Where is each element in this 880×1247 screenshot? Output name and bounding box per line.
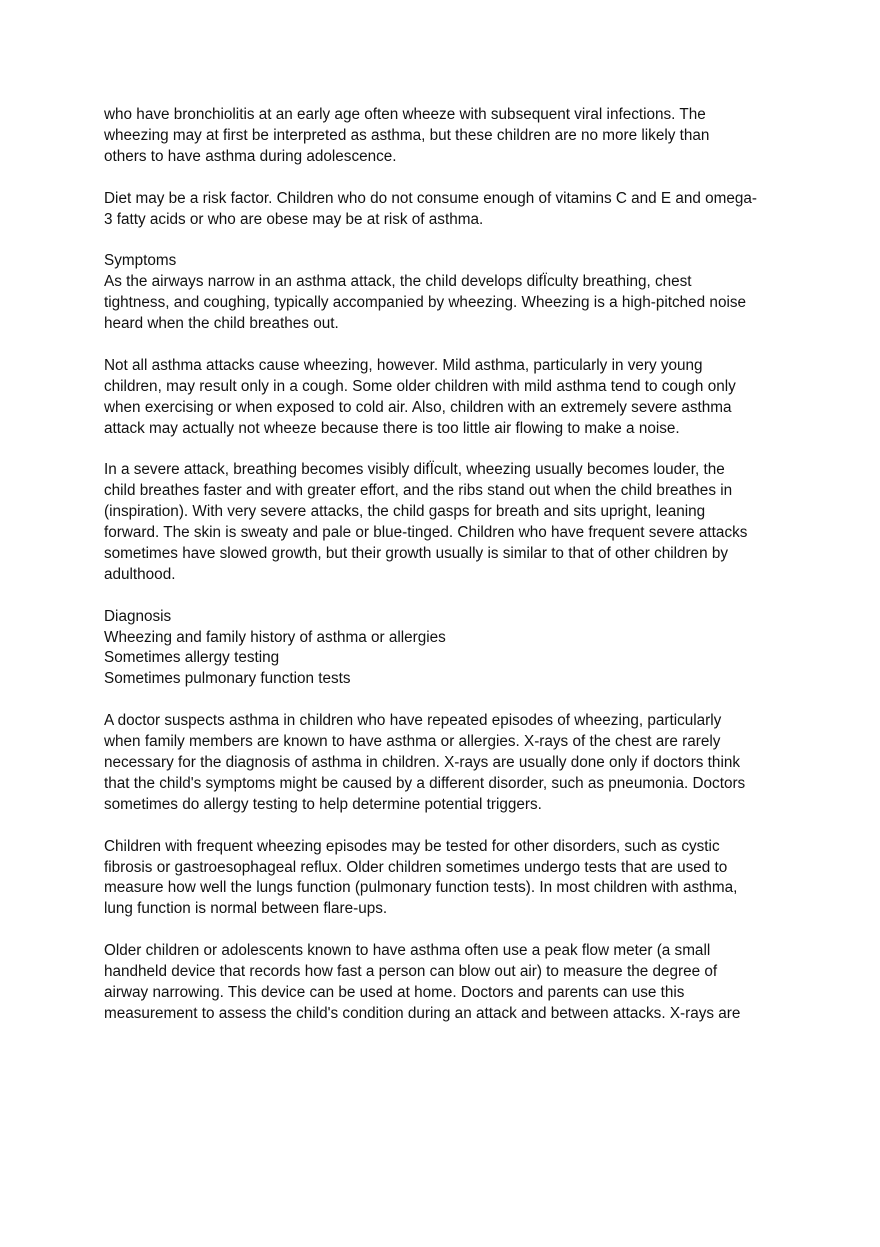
diagnosis-list-item: Sometimes allergy testing (104, 649, 280, 667)
paragraph-diagnosis-doctor: A doctor suspects asthma in children who have repeated episodes of wheezing, particularly when family members are known to have asthma or allergies. X-rays of the chest are rarely necessary for the diagnosis of asthma in children. X-rays are usually done only if doctors think that the child's symptoms might be caused by a different disorder, such as pneumonia. Doctors sometimes do allergy testing to help determine potential triggers. (104, 712, 746, 813)
paragraph-symptoms-wheezing: Not all asthma attacks cause wheezing, however. Mild asthma, particularly in very young children, may result only in a cough. Some older children with mild asthma tend to cough only when exercising or when exposed to cold air. Also, children with an extremely severe asthma attack may actually not wheeze because there is too little air flowing to make a noise. (104, 356, 736, 437)
document-body (104, 105, 784, 1046)
section-heading-diagnosis: Diagnosis (104, 607, 172, 625)
paragraph-symptoms-airways: As the airways narrow in an asthma attack, the child develops difÏculty breathing, chest tightness, and coughing, typically accompanied by wheezing. Wheezing is a high-pitched noise heard when the child breathes out. (104, 273, 747, 333)
paragraph-diet: Diet may be a risk factor. Children who do not consume enough of vitamins C and E and omega- 3 fatty acids or who are obese may be at risk of asthma. (104, 189, 758, 228)
diagnosis-list-item: Sometimes pulmonary function tests (104, 670, 351, 688)
paragraph-symptoms-severe: In a severe attack, breathing becomes visibly difÏcult, wheezing usually becomes louder, the child breathes faster and with greater effort, and the ribs stand out when the child breathes in (inspiration). With very severe attacks, the child gasps for breath and sits upright, leaning forward. The skin is sweaty and pale or blue-tinged. Children who have frequent severe attacks sometimes have slowed growth, but their growth usually is similar to that of other children by adulthood. (104, 461, 748, 583)
diagnosis-list-item: Wheezing and family history of asthma or allergies (104, 628, 446, 646)
paragraph-diagnosis-tests: Children with frequent wheezing episodes may be tested for other disorders, such as cystic fibrosis or gastroesophageal reflux. Older children sometimes undergo tests that are used to measure how well the lungs function (pulmonary function tests). In most children with asthma, lung function is normal between flare-ups. (104, 837, 738, 918)
paragraph-bronchiolitis: who have bronchiolitis at an early age often wheeze with subsequent viral infections. The wheezing may at first be interpreted as asthma, but these children are no more likely than others to have asthma during adolescence. (104, 106, 710, 165)
paragraph-diagnosis-peak-flow: Older children or adolescents known to have asthma often use a peak flow meter (a small handheld device that records how fast a person can blow out air) to measure the degree of airway narrowing. This device can be used at home. Doctors and parents can use this measurement to assess the child's condition during an attack and between attacks. X-rays are (104, 942, 741, 1022)
section-heading-symptoms: Symptoms (104, 252, 177, 270)
diagnosis-list (104, 628, 784, 691)
